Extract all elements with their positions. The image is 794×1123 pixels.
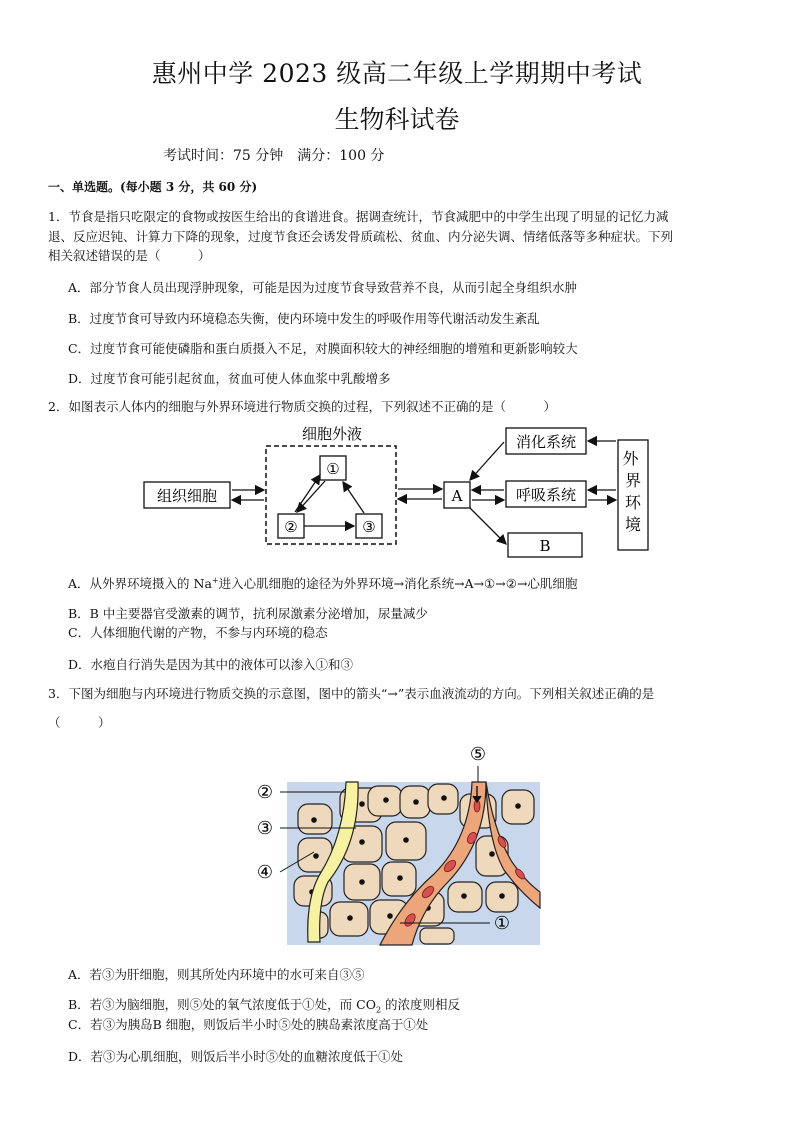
exam-title: 惠州中学 2023 级高二年级上学期期中考试	[151, 59, 643, 88]
respiratory-label: 呼吸系统	[515, 486, 577, 504]
q2-exchange-diagram	[140, 420, 660, 565]
q2-option-a: A．从外界环境摄入的 Na+进入心肌细胞的途径为外界环境→消化系统→A→①→②→心肌细胞	[68, 575, 578, 591]
label-4: ④	[256, 862, 274, 883]
q1-stem-line3: 相关叙述错误的是（ ）	[48, 248, 211, 263]
q3-option-c: C．若③为胰岛B 细胞，则饭后半小时⑤处的胰岛素浓度高于①处	[68, 1017, 429, 1032]
q1-option-b: B．过度节食可导致内环境稳态失衡，使内环境中发生的呼吸作用等代谢活动发生紊乱	[68, 311, 540, 326]
q3-option-b: B．若③为脑细胞，则⑤处的氧气浓度低于①处，而 $CO_2$ 的浓度则相反	[68, 997, 461, 1015]
q1-option-a: A．部分节食人员出现浮肿现象，可能是因为过度节食导致营养不良，从而引起全身组织水肿	[68, 280, 578, 295]
label-5: ⑤	[469, 744, 487, 765]
q1-option-d: D．过度节食可能引起贫血，贫血可使人体血浆中乳酸增多	[68, 371, 391, 386]
node-a-label: A	[451, 487, 463, 505]
label-2: ②	[256, 782, 274, 803]
q2-option-d: D．水疱自行消失是因为其中的液体可以渗入①和③	[68, 657, 354, 672]
exam-subtitle: 生物科试卷	[334, 105, 460, 134]
q3-stem-line2: （ ）	[48, 715, 111, 730]
q2-option-c: C．人体细胞代谢的产物，不参与内环境的稳态	[68, 625, 328, 640]
exam-info: 考试时间：75 分钟 满分：100 分	[163, 148, 385, 164]
node-1-label: ①	[326, 460, 340, 478]
q2-stem: 2．如图表示人体内的细胞与外界环境进行物质交换的过程，下列叙述不正确的是（ ）	[48, 399, 556, 414]
label-3: ③	[256, 818, 274, 839]
section-heading: 一、单选题。(每小题 3 分，共 60 分)	[48, 180, 258, 194]
tissue-cells-label: 组织细胞	[156, 487, 218, 505]
q3-option-d: D．若③为心肌细胞，则饭后半小时⑤处的血糖浓度低于①处	[68, 1049, 404, 1064]
label-1: ①	[493, 913, 511, 934]
q1-option-c: C．过度节食可能使磷脂和蛋白质摄入不足，对膜面积较大的神经细胞的增殖和更新影响较大	[68, 341, 578, 356]
digestive-label: 消化系统	[515, 433, 577, 451]
node-3-label: ③	[362, 518, 376, 536]
node-2-label: ②	[284, 518, 298, 536]
q3-stem-line1: 3．下图为细胞与内环境进行物质交换的示意图，图中的箭头“→”表示血液流动的方向。下列相关叙述正确的是	[48, 686, 655, 701]
node-b-label: B	[539, 537, 551, 555]
q3-option-a: A．若③为肝细胞，则其所处内环境中的水可来自③⑤	[68, 967, 365, 982]
q1-stem-line2: 退、反应迟钝、计算力下降的现象，过度节食还会诱发骨质疏松、贫血、内分泌失调、情绪低落等多种症状。下列	[48, 229, 674, 244]
external-label: 外 界环境	[622, 449, 642, 534]
q1-stem-line1: 1．节食是指只吃限定的食物或按医生给出的食谱进食。据调查统计，节食减肥中的中学生出现了明显的记忆力减	[48, 209, 669, 224]
q3-tissue-diagram	[250, 742, 545, 947]
extracellular-label: 细胞外液	[301, 425, 363, 443]
q2-option-b: B．B 中主要器官受激素的调节，抗利尿激素分泌增加，尿量减少	[68, 606, 428, 621]
